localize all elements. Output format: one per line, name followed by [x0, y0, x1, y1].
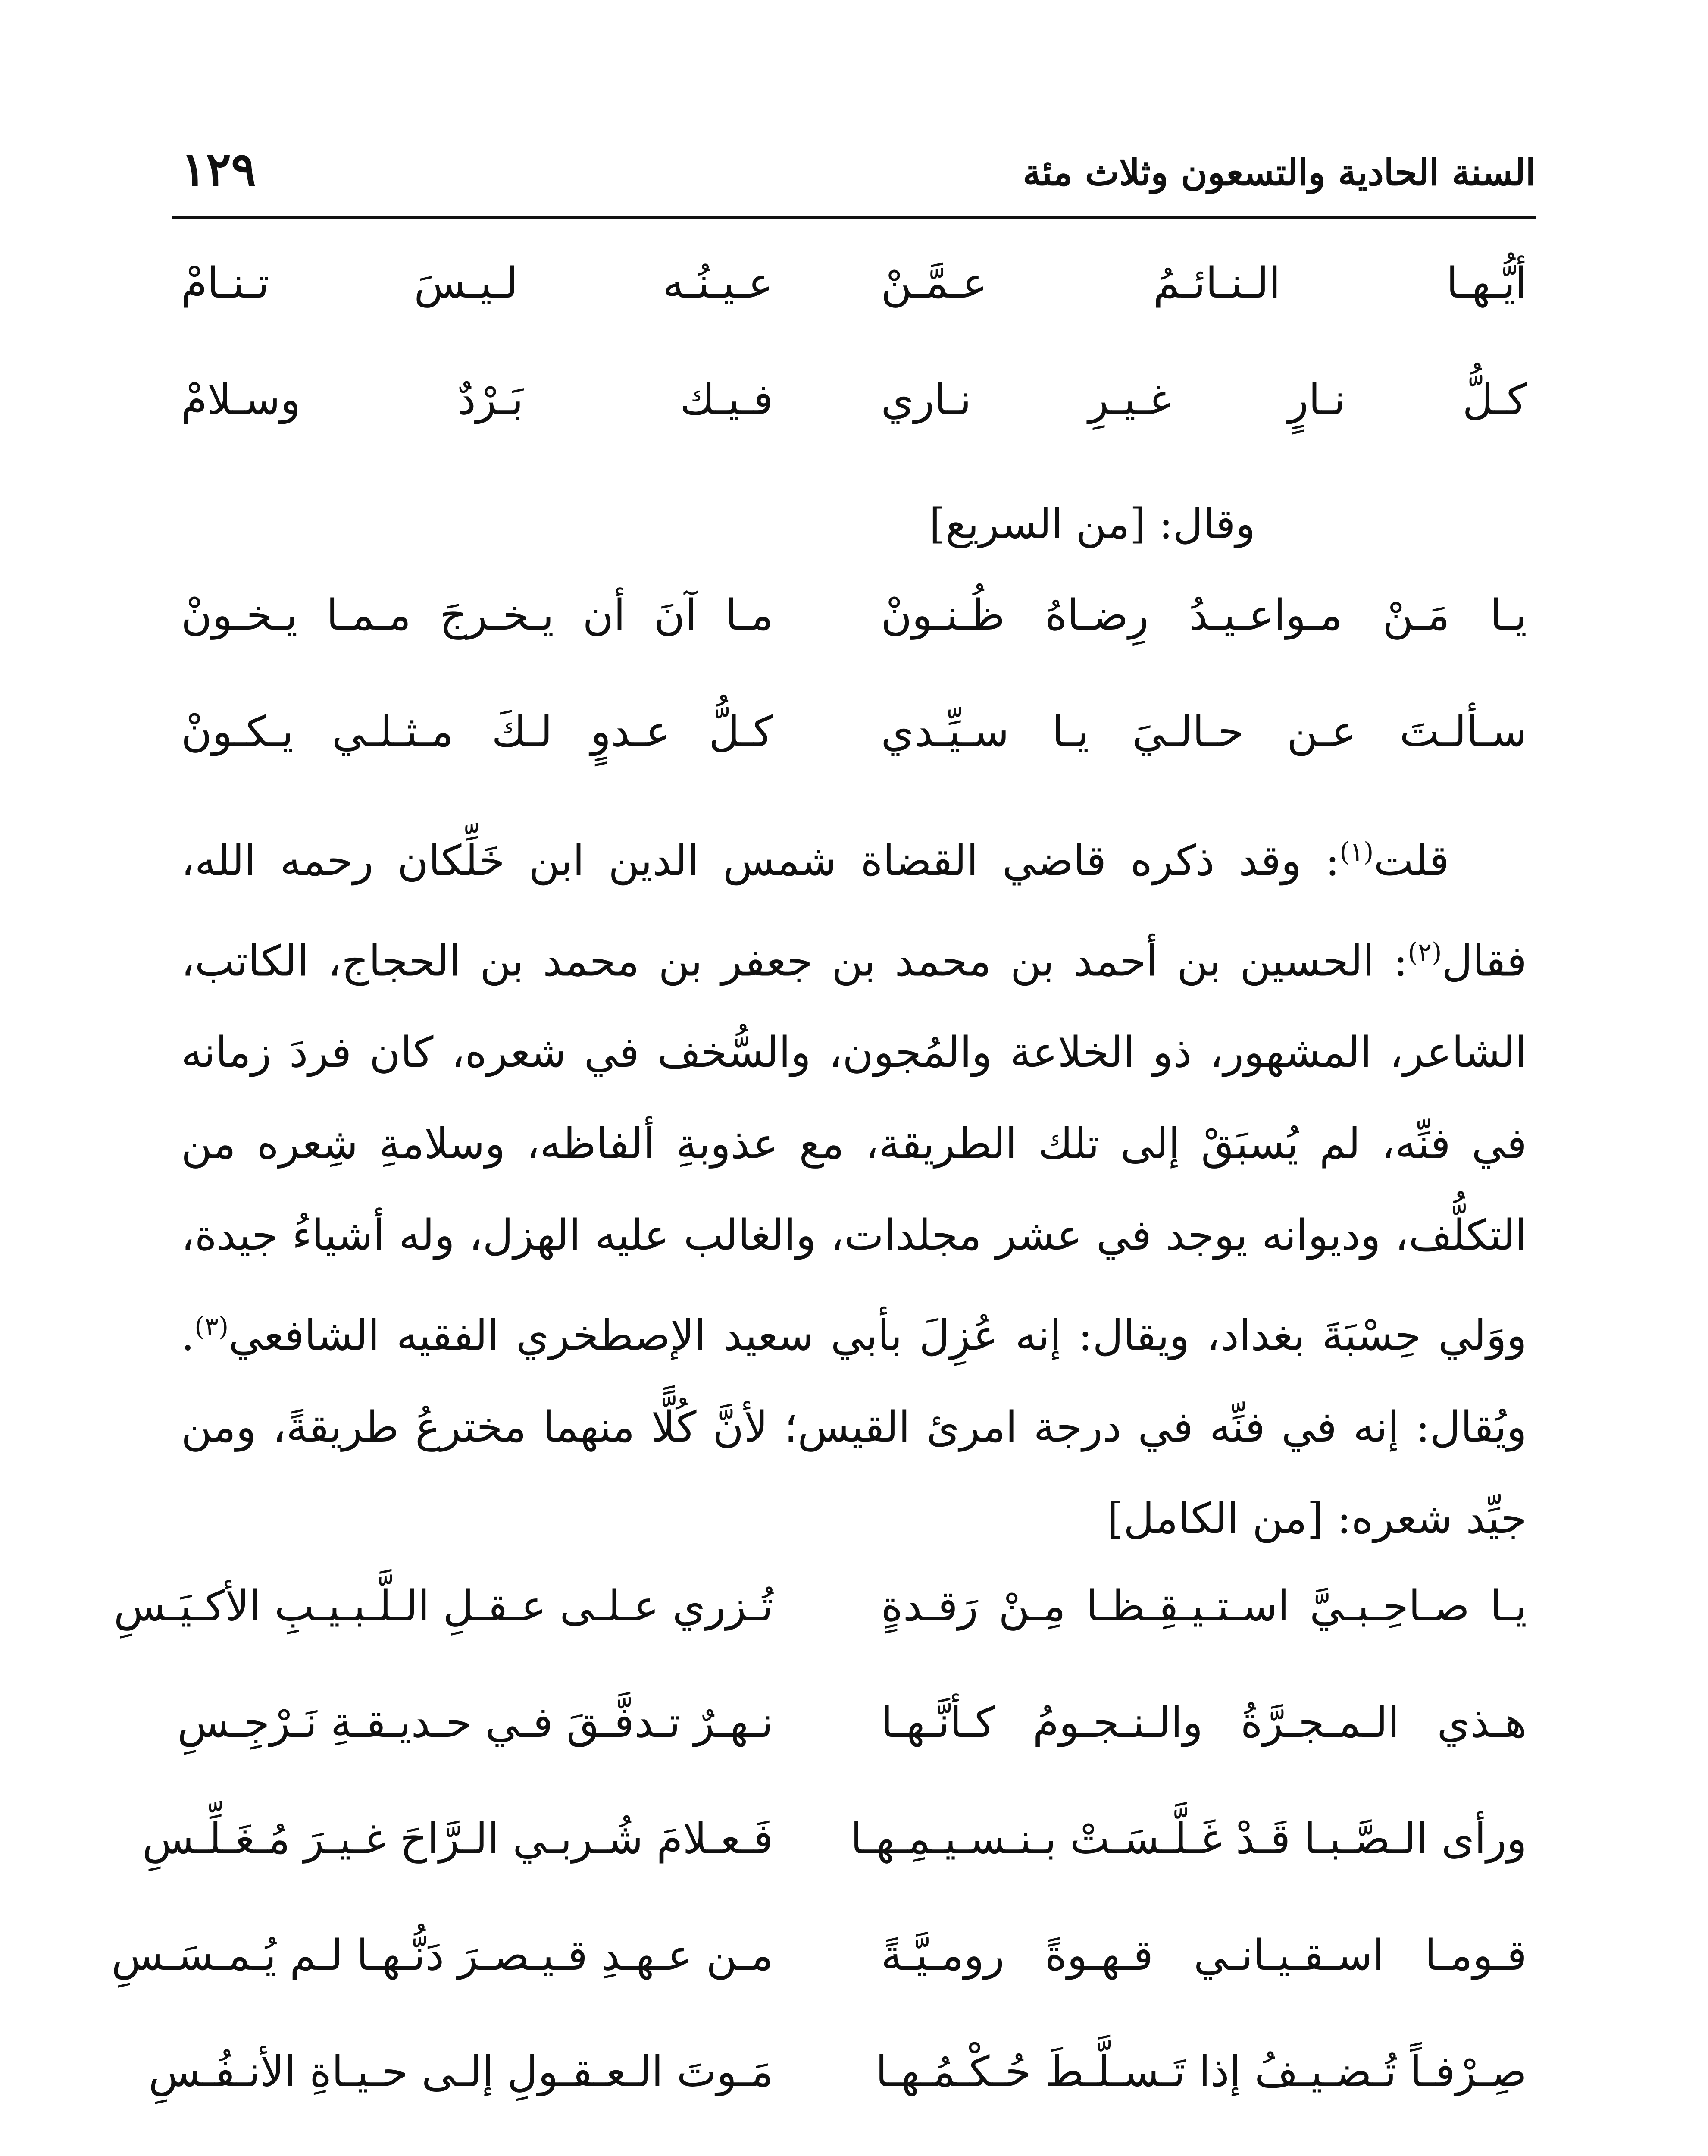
paragraph — [181, 806, 1527, 1564]
prose-paragraph — [181, 806, 1527, 1564]
verse-second-hemistich: تُـزري عـلـى عـقـلِ الـلَّـبـيـبِ الأكـيَـسِ — [113, 1581, 773, 1631]
meter-caption — [181, 2147, 1527, 2156]
verse-second-hemistich: فـيـك بَـرْدٌ وسـلامْ — [181, 375, 773, 424]
verse-line — [181, 241, 1527, 358]
footnote-ref: (٢) — [1408, 937, 1442, 968]
verse-first-hemistich: يـا مَـنْ مـواعـيـدُ رِضـاهُ ظُـنـونْ — [881, 591, 1527, 640]
text-run: قلت — [1373, 836, 1449, 886]
verse-second-hemistich: مـا آنَ أن يـخـرجَ مـمـا يـخـونْ — [181, 591, 773, 640]
verse-first-hemistich: كـلُّ نـارٍ غـيـرِ نـاري — [881, 375, 1527, 424]
verse-first-hemistich: سـألـتَ عـن حـالـيَ يـا سـيِّـدي — [881, 707, 1527, 756]
verse-second-hemistich: عـيـنُـه لـيـسَ تـنـامْ — [181, 259, 773, 308]
text-run: : الحسين بن أحمد بن محمد بن جعفر بن محمد بن الحجاج، الكاتب، الشاعر، المشهور، ذو الخلاعة والمُجون، والسُّخف في شعره، كان فردَ زمانه في فنِّه، لم يُسبَقْ إلى تلك الطريقة، مع عذوبةِ ألفاظه، وسلامةِ شِعره من التكلُّف، وديوانه يوجد في عشر مجلدات، والغالب عليه الهزل، وله أشياءُ جيدة، ووَلي حِسْبَةَ بغداد، ويقال: إنه عُزِلَ بأبي سعيد الإصطخري الفقيه الشافعي — [181, 937, 1527, 1360]
running-title: السنة الحادية والتسعون وثلاث مئة — [1023, 151, 1536, 194]
verse-second-hemistich: مـن عـهـدِ قـيـصـرَ دَنُّـهـا لـم يُـمـسَـسِ — [111, 1930, 773, 1980]
text-run: . ويُقال: إنه في فنِّه في درجة امرئ القيس؛ لأنَّ كُلًّا منهما مخترعُ طريقةً، ومن جيِّد شعره: [من الكامل] — [181, 1311, 1527, 1543]
verse-line — [142, 1797, 1527, 1914]
footnote-ref: (١) — [1339, 837, 1374, 867]
verse-first-hemistich: يـا صـاحِـبـيَّ اسـتـيـقِـظـا مِـنْ رَقـدةٍ — [881, 1581, 1527, 1631]
main-text — [111, 241, 1527, 2156]
verse-line — [181, 358, 1527, 474]
verse-line — [181, 690, 1527, 806]
verse-line — [148, 2030, 1527, 2147]
page-number: ١٢٩ — [181, 142, 257, 197]
verse-line — [111, 1914, 1527, 2030]
page-header — [181, 142, 1536, 203]
verse-second-hemistich: كـلُّ عـدوٍ لـكَ مـثـلـي يـكـونْ — [181, 707, 773, 756]
verse-first-hemistich: صِـرْفـاً تُـضـيـفُ إذا تَـسـلَّـطَ حُـكْـمُـهـا — [875, 2047, 1527, 2096]
verse-line — [177, 1681, 1527, 1797]
verse-first-hemistich: قـومـا اسـقـيـانـي قـهـوةً رومـيَّـةً — [881, 1930, 1527, 1980]
verse-line — [181, 573, 1527, 690]
verse-first-hemistich: ورأى الـصَّـبـا قَـدْ غَـلَّـسَـتْ بـنـسـيـمِـهـا — [850, 1814, 1527, 1864]
verse-second-hemistich: نـهـرٌ تـدفَّـقَ فـي حـديـقـةِ نَـرْجِـسِ — [177, 1698, 773, 1747]
text-run: : وقد ذكره قاضي القضاة شمس الدين ابن خَلِّكان رحمه الله، فقال — [181, 836, 1527, 986]
verse-second-hemistich: فَـعـلامَ شُـربـي الـرَّاحَ غـيـرَ مُـغَـلِّـسِ — [142, 1814, 773, 1864]
verse-second-hemistich: مَـوتَ الـعـقـولِ إلـى حـيـاةِ الأنـفُـسِ — [148, 2047, 773, 2096]
meter-caption: وقال: [من السريع] — [929, 500, 1255, 548]
header-rule — [172, 216, 1536, 219]
footnote-ref: (٣) — [194, 1312, 229, 1342]
verse-first-hemistich: هـذي الـمـجـرَّةُ والـنـجـومُ كـأنَّـهـا — [881, 1698, 1527, 1747]
verse-first-hemistich: أيُّـهـا الـنـائـمُ عـمَّـنْ — [881, 259, 1527, 308]
verse-line — [113, 1564, 1527, 1681]
